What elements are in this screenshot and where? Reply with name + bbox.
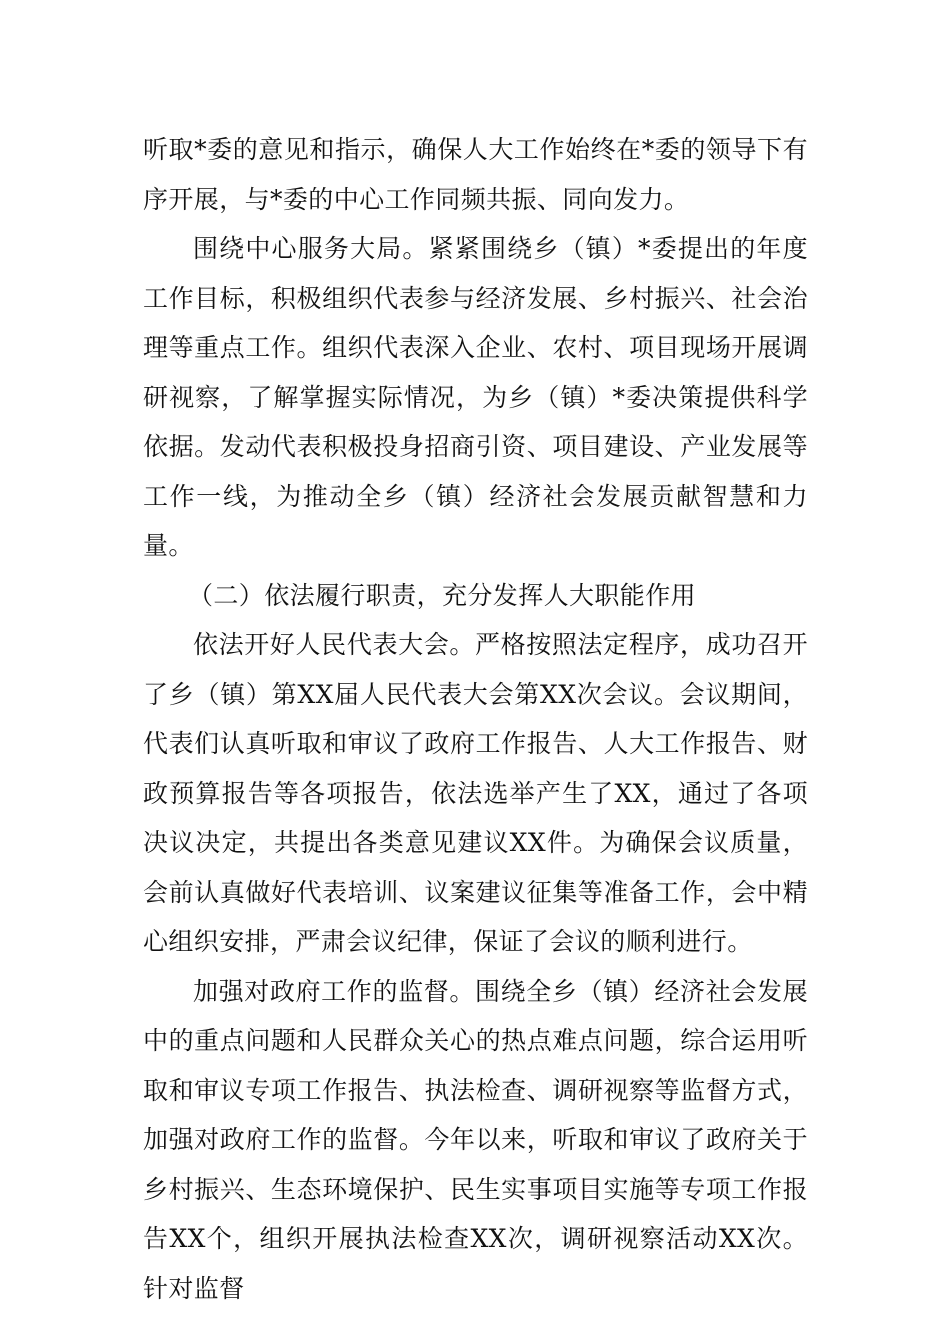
paragraph-serve-overall-situation: 围绕中心服务大局。紧紧围绕乡（镇）*委提出的年度工作目标，积极组织代表参与经济发展、乡村振兴、社会治理等重点工作。组织代表深入企业、农村、项目现场开展调研视察，了解掌握实际情况，为乡（镇）*委决策提供科学依据。发动代表积极投身招商引资、项目建设、产业发展等工作一线，为推动全乡（镇）经济社会发展贡献智慧和力量。	[143, 234, 808, 560]
section-heading: （二）依法履行职责，充分发挥人大职能作用	[188, 580, 697, 610]
paragraph-peoples-congress-meeting: 依法开好人民代表大会。严格按照法定程序，成功召开了乡（镇）第XX届人民代表大会第XX次会议。会议期间，代表们认真听取和审议了政府工作报告、人大工作报告、财政预算报告等各项报告，依法选举产生了XX，通过了各项决议决定，共提出各类意见建议XX件。为确保会议质量，会前认真做好代表培训、议案建议征集等准备工作，会中精心组织安排，严肃会议纪律，保证了会议的顺利进行。	[143, 630, 808, 956]
document-body	[143, 125, 808, 1313]
paragraph-continuation: 听取*委的意见和指示，确保人大工作始终在*委的领导下有序开展，与*委的中心工作同频共振、同向发力。	[143, 135, 808, 214]
paragraph-government-supervision: 加强对政府工作的监督。围绕全乡（镇）经济社会发展中的重点问题和人民群众关心的热点难点问题，综合运用听取和审议专项工作报告、执法检查、调研视察等监督方式，加强对政府工作的监督。今年以来，听取和审议了政府关于乡村振兴、生态环境保护、民生实事项目实施等专项工作报告XX个，组织开展执法检查XX次，调研视察活动XX次。针对监督	[143, 976, 808, 1303]
